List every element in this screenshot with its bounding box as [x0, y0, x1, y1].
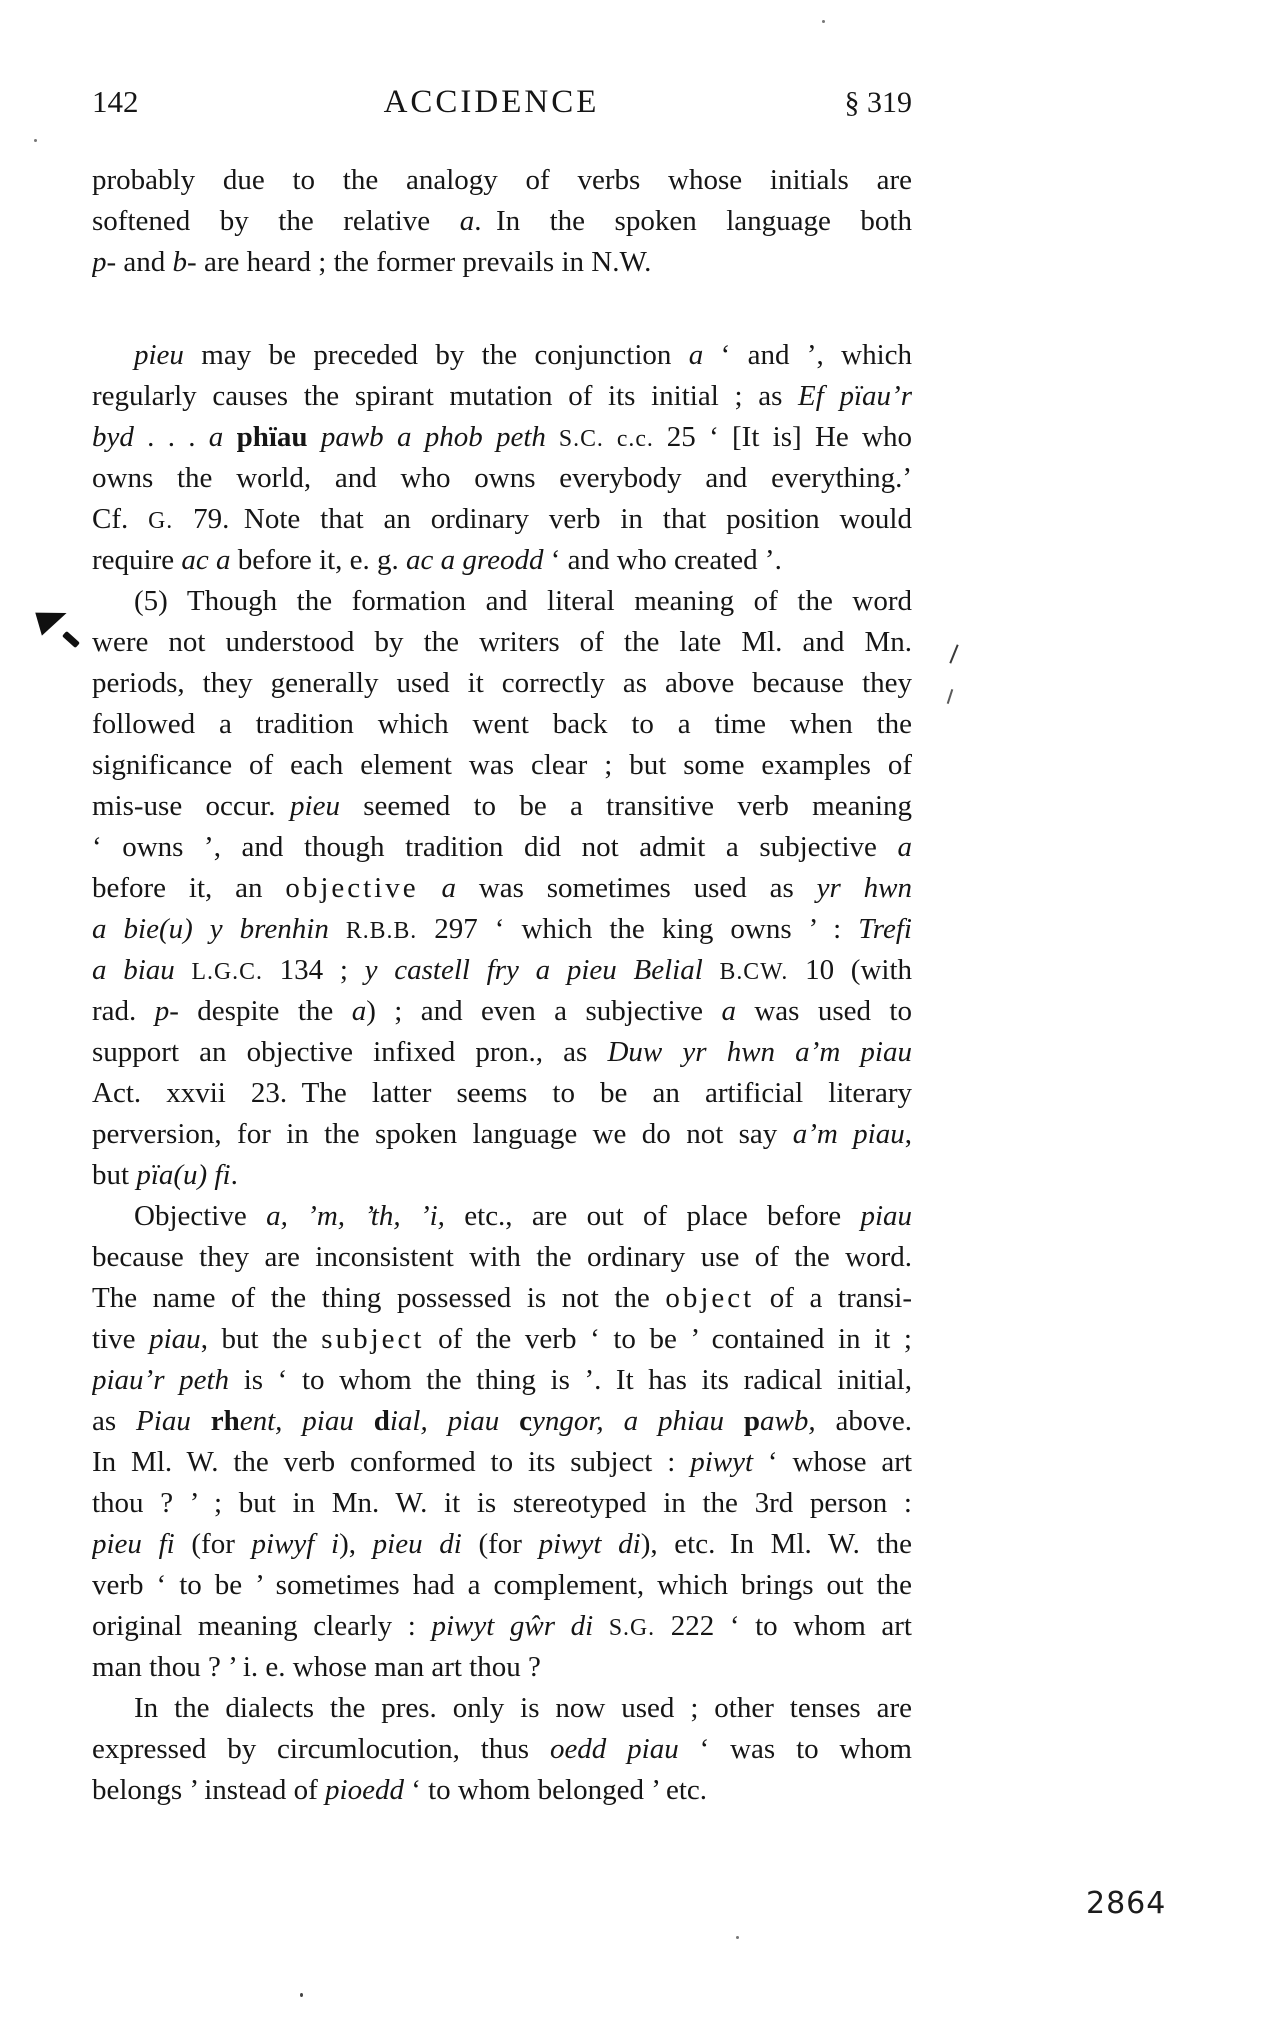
text-segment: is ‘ to whom the thing is ’. It has its radical initial, [229, 1364, 912, 1396]
text-segment: Piau [136, 1405, 211, 1437]
text-segment: expressed by circumlocution, thus [92, 1733, 550, 1765]
text-segment: probably due to the analogy of verbs whose initials are [92, 164, 912, 196]
text-segment: of the verb ‘ to be ’ contained in it ; [424, 1323, 912, 1355]
text-segment: ‘ and who created ’. [543, 544, 782, 576]
text-segment: pieu [134, 339, 184, 371]
text-segment: 10 (with [788, 954, 912, 986]
text-segment: b- [172, 246, 197, 278]
text-line [92, 622, 912, 663]
text-segment: man thou ? ’ i. e. whose man art thou ? [92, 1651, 541, 1683]
paragraph [92, 1196, 912, 1688]
text-segment: verb ‘ to be ’ sometimes had a complement, which brings out the [92, 1569, 912, 1601]
text-line [92, 1688, 912, 1729]
text-segment: R.B.B. [345, 918, 418, 944]
text-segment: ‘ to whom belonged ’ etc. [403, 1774, 708, 1806]
text-line [92, 160, 912, 201]
text-line [92, 540, 912, 581]
text-segment: ial, [389, 1405, 428, 1437]
text-line [92, 1401, 912, 1442]
text-segment: ent, [239, 1405, 283, 1437]
text-line [92, 242, 912, 283]
text-line [92, 1647, 912, 1688]
text-segment: pieu di [372, 1528, 462, 1560]
text-line [92, 1196, 912, 1237]
text-segment: yr hwn [816, 872, 912, 904]
text-segment: piwyt di [538, 1528, 641, 1560]
page-number: 142 [92, 84, 139, 119]
text-segment: y castell fry a pieu Belial [364, 954, 703, 986]
text-segment: ac a greodd [406, 544, 544, 576]
text-segment: ‘ and ’, which [703, 339, 912, 371]
paragraph [92, 160, 912, 283]
text-line [92, 1483, 912, 1524]
text-segment: owns the world, and who owns everybody and everything.’ [92, 462, 912, 494]
text-segment: of a transi- [754, 1282, 912, 1314]
text-segment [419, 872, 442, 904]
text-line [92, 499, 912, 540]
text-segment: rh [210, 1405, 240, 1437]
text-segment: perversion, for in the spoken language we do not say [92, 1118, 793, 1150]
scan-speck [34, 139, 37, 142]
text-segment: S.G. [608, 1615, 656, 1641]
text-segment [593, 1610, 609, 1642]
text-segment: a [459, 205, 475, 237]
text-body [92, 160, 912, 1811]
text-segment: , but the [200, 1323, 322, 1355]
text-line [92, 745, 912, 786]
section-number: § 319 [844, 86, 912, 119]
margin-pencil-mark [947, 689, 954, 704]
text-segment: Act. xxvii 23. The latter seems to be an artificial literary [92, 1077, 912, 1109]
text-segment: a [721, 995, 736, 1027]
scan-speck [736, 1936, 739, 1939]
scan-speck [822, 20, 825, 23]
text-segment: but [92, 1159, 137, 1191]
text-segment [604, 1405, 624, 1437]
text-segment [282, 1405, 302, 1437]
text-segment: piau [860, 1200, 912, 1232]
text-segment: (for [174, 1528, 252, 1560]
text-segment: may be preceded by the conjunction [183, 339, 689, 371]
text-segment: 222 ‘ to whom art [655, 1610, 912, 1642]
text-segment: oedd piau [549, 1733, 679, 1765]
text-segment: piau [447, 1405, 520, 1437]
text-line [92, 1565, 912, 1606]
text-segment: a [351, 995, 367, 1027]
page-header [92, 84, 912, 121]
text-segment: piwyf i [251, 1528, 340, 1560]
text-segment: original meaning clearly : [92, 1610, 432, 1642]
text-segment: a, ’m, ’th, ’i, [266, 1200, 445, 1232]
running-title: ACCIDENCE [383, 84, 600, 120]
text-segment: piwyt [690, 1446, 754, 1478]
text-segment: p [743, 1405, 761, 1437]
text-line [92, 1237, 912, 1278]
text-line [92, 1114, 912, 1155]
text-segment: . . . [133, 421, 209, 453]
margin-ink-mark-tail [62, 631, 80, 648]
text-segment: ‘ owns ’, and though tradition did not admit a subjective [92, 831, 898, 863]
text-line [92, 868, 912, 909]
text-segment: 79. Note that an ordinary verb in that position would [173, 503, 912, 535]
text-segment: G. [148, 508, 174, 534]
text-segment: ac a [181, 544, 231, 576]
text-line [92, 1319, 912, 1360]
text-segment [223, 421, 236, 453]
text-line [92, 335, 912, 376]
text-segment: In Ml. W. the verb conformed to its subject : [92, 1446, 691, 1478]
text-line [92, 1073, 912, 1114]
text-segment: was used to [735, 995, 912, 1027]
text-segment: a phiau [623, 1405, 744, 1437]
text-segment: Trefi [858, 913, 912, 945]
text-segment: yngor, [531, 1405, 604, 1437]
text-segment: a biau [92, 954, 175, 986]
text-segment: (5) Though the formation and literal meaning of the word [134, 585, 912, 617]
text-line [92, 1155, 912, 1196]
paragraph [92, 581, 912, 1196]
text-segment: ), etc. In Ml. W. the [640, 1528, 912, 1560]
paragraph [92, 335, 912, 581]
text-segment: 134 ; [262, 954, 365, 986]
text-segment: a’m piau [792, 1118, 905, 1150]
text-segment: significance of each element was clear ; but some examples of [92, 749, 912, 781]
text-segment: thou ? ’ ; but in Mn. W. it is stereotyped in the 3rd person : [92, 1487, 912, 1519]
text-segment: pieu [290, 790, 340, 822]
text-segment: Duw yr hwn a’m piau [607, 1036, 912, 1068]
text-segment: B.CW. [719, 959, 789, 985]
text-segment: as [92, 1405, 137, 1437]
text-segment: , [904, 1118, 912, 1150]
text-segment: require [92, 544, 182, 576]
text-segment [308, 421, 321, 453]
text-segment: pïa(u) fi [136, 1159, 231, 1191]
text-segment: ‘ was to whom [678, 1733, 912, 1765]
text-segment [428, 1405, 448, 1437]
text-segment: (for [461, 1528, 539, 1560]
text-segment: piau [302, 1405, 374, 1437]
text-segment: a [208, 421, 224, 453]
text-line [92, 1606, 912, 1647]
text-segment: ), [339, 1528, 373, 1560]
text-segment: pioedd [325, 1774, 404, 1806]
text-segment: seemed to be a transitive verb meaning [339, 790, 912, 822]
text-segment: piau [149, 1323, 201, 1355]
text-segment: . [230, 1159, 238, 1191]
text-segment: because they are inconsistent with the ordinary use of the word. [92, 1241, 912, 1273]
text-segment: p- [92, 246, 117, 278]
text-segment: rad. [92, 995, 155, 1027]
text-segment: was sometimes used as [455, 872, 817, 904]
margin-pencil-mark [949, 644, 958, 663]
text-segment: Objective [134, 1200, 267, 1232]
text-segment: tive [92, 1323, 150, 1355]
text-line [92, 1360, 912, 1401]
text-segment: were not understood by the writers of the late Ml. and Mn. [92, 626, 912, 658]
text-segment: awb, [760, 1405, 816, 1437]
text-segment: 25 ‘ [It is] He who [666, 421, 912, 453]
text-segment: followed a tradition which went back to a time when the [92, 708, 912, 740]
text-segment: Ef pïau’r [798, 380, 912, 412]
text-segment: The name of the thing possessed is not the [92, 1282, 666, 1314]
text-segment: support an objective infixed pron., as [92, 1036, 608, 1068]
text-segment: piwyt gŵr di [431, 1610, 594, 1642]
text-segment: a [688, 339, 704, 371]
text-segment: a [897, 831, 912, 863]
text-segment: subject [321, 1323, 425, 1355]
text-line [92, 1770, 912, 1811]
catalog-stamp: 2864 [1086, 1886, 1167, 1921]
text-line [92, 376, 912, 417]
text-segment: c [519, 1405, 532, 1437]
text-line [92, 991, 912, 1032]
text-segment: phïau [236, 421, 308, 453]
text-segment: In the dialects the pres. only is now used ; other tenses are [134, 1692, 912, 1724]
text-segment: mis-use occur. [92, 790, 291, 822]
text-segment: object [665, 1282, 755, 1314]
text-segment: softened by the relative [92, 205, 460, 237]
text-segment [329, 913, 346, 945]
text-segment: S.C. c.c. [545, 426, 667, 452]
text-segment: pawb a phob peth [320, 421, 546, 453]
text-segment: byd [92, 421, 134, 453]
text-line [92, 458, 912, 499]
text-segment: a bie(u) y brenhin [92, 913, 329, 945]
text-line [92, 581, 912, 622]
text-line [92, 909, 912, 950]
text-segment [175, 954, 192, 986]
text-line [92, 201, 912, 242]
text-segment: ) ; and even a subjective [366, 995, 722, 1027]
text-segment: d [373, 1405, 390, 1437]
scan-speck [300, 1993, 303, 1997]
text-segment: L.G.C. [191, 959, 263, 985]
text-segment [703, 954, 720, 986]
text-segment: a [441, 872, 456, 904]
text-segment: etc., are out of place before [444, 1200, 861, 1232]
paragraph [92, 1688, 912, 1811]
text-segment: objective [285, 872, 419, 904]
text-segment: despite the [178, 995, 352, 1027]
text-segment: and [116, 246, 173, 278]
text-segment: Cf. [92, 503, 149, 535]
text-segment: belongs ’ instead of [92, 1774, 326, 1806]
text-segment: 297 ‘ which the king owns ’ : [417, 913, 859, 945]
text-line [92, 704, 912, 745]
text-segment: periods, they generally used it correctly as above because they [92, 667, 912, 699]
text-line [92, 1442, 912, 1483]
text-segment: regularly causes the spirant mutation of its initial ; as [92, 380, 799, 412]
text-line [92, 1032, 912, 1073]
text-line [92, 417, 912, 458]
text-segment: before it, e. g. [230, 544, 407, 576]
text-line [92, 1729, 912, 1770]
text-line [92, 1278, 912, 1319]
text-line [92, 663, 912, 704]
text-segment: ‘ whose art [753, 1446, 912, 1478]
text-line [92, 827, 912, 868]
text-line [92, 950, 912, 991]
text-segment: above. [815, 1405, 912, 1437]
text-line [92, 786, 912, 827]
text-segment: pieu fi [92, 1528, 175, 1560]
text-segment: p- [154, 995, 179, 1027]
text-segment: before it, an [92, 872, 286, 904]
text-segment: piau’r peth [92, 1364, 230, 1396]
text-segment: . In the spoken language both [474, 205, 912, 237]
text-line [92, 1524, 912, 1565]
text-segment: are heard ; the former prevails in N.W. [196, 246, 652, 278]
